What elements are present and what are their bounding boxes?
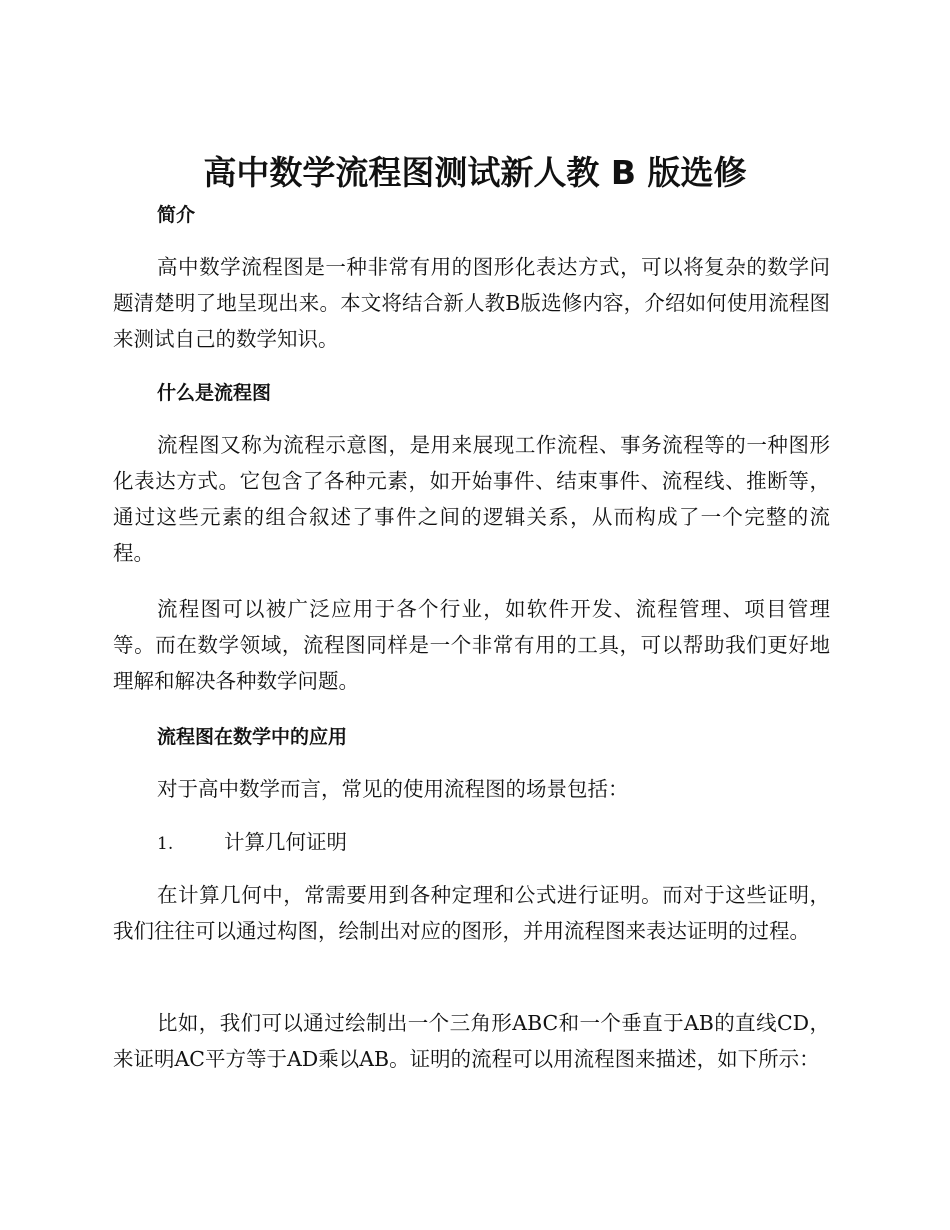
paragraph-what-is-flowchart-2: 流程图可以被广泛应用于各个行业，如软件开发、流程管理、项目管理等。而在数学领域，流程图同样是一个非常有用的工具，可以帮助我们更好地理解和解决各种数学问题。 — [113, 597, 830, 693]
section-heading-what-is-flowchart: 什么是流程图 — [157, 382, 272, 404]
paragraph-what-is-flowchart-1: 流程图又称为流程示意图，是用来展现工作流程、事务流程等的一种图形化表达方式。它包含了各种元素，如开始事件、结束事件、流程线、推断等，通过这些元素的组合叙述了事件之间的逻辑关系，从而构成了一个完整的流程。 — [113, 433, 830, 565]
paragraph-applications: 对于高中数学而言，常见的使用流程图的场景包括： — [157, 777, 629, 801]
paragraph-geometry-proof-2: 比如，我们可以通过绘制出一个三角形ABC和一个垂直于AB的直线CD，来证明AC平方等于AD乘以AB。证明的流程可以用流程图来描述，如下所示： — [113, 1011, 830, 1071]
document-title: 高中数学流程图测试新人教 B 版选修 — [203, 153, 747, 192]
section-heading-intro: 简介 — [157, 204, 196, 226]
paragraph-intro: 高中数学流程图是一种非常有用的图形化表达方式，可以将复杂的数学问题清楚明了地呈现出来。本文将结合新人教B版选修内容，介绍如何使用流程图来测试自己的数学知识。 — [113, 255, 830, 351]
list-item-1 — [157, 824, 347, 862]
list-item-text: 计算几何证明 — [224, 830, 347, 854]
list-item-number: 1. — [157, 834, 174, 854]
section-heading-applications: 流程图在数学中的应用 — [157, 726, 348, 748]
paragraph-geometry-proof-1: 在计算几何中，常需要用到各种定理和公式进行证明。而对于这些证明，我们往往可以通过构图，绘制出对应的图形，并用流程图来表达证明的过程。 — [113, 883, 830, 943]
